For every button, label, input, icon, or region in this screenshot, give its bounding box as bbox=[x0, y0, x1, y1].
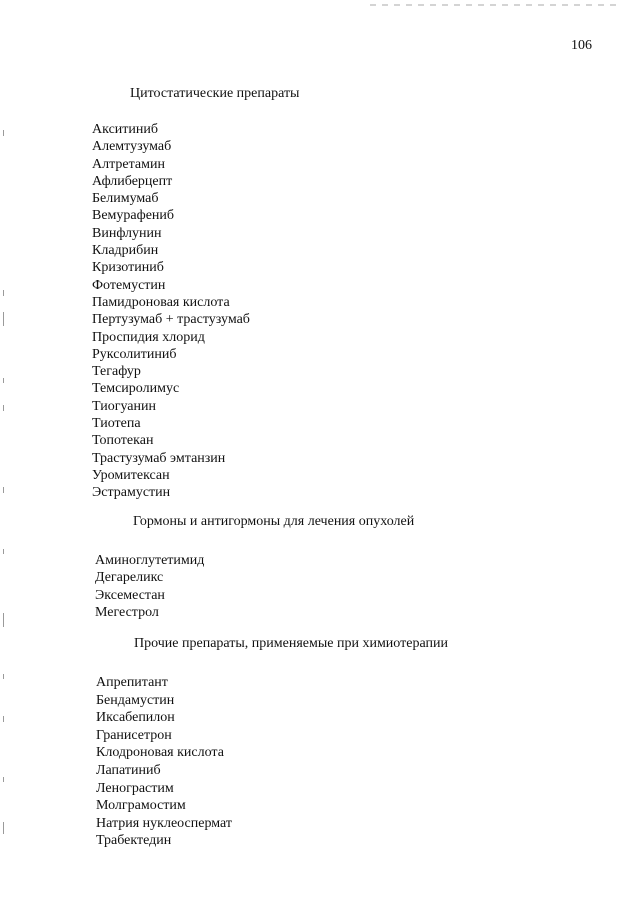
drug-list-item: Уромитексан bbox=[92, 467, 170, 483]
drug-list-item: Трабектедин bbox=[96, 833, 172, 849]
drug-list-item: Пертузумаб + трастузумаб bbox=[92, 312, 250, 328]
drug-list-item: Тиогуанин bbox=[92, 398, 156, 414]
scan-mark bbox=[3, 312, 4, 326]
scan-mark bbox=[3, 378, 4, 383]
drug-list-item: Натрия нуклеоспермат bbox=[96, 815, 232, 831]
drug-list-item: Руксолитиниб bbox=[92, 346, 177, 362]
section-title-hormones: Гормоны и антигормоны для лечения опухолей bbox=[133, 514, 415, 529]
scan-mark bbox=[3, 716, 4, 722]
scan-mark bbox=[3, 487, 4, 493]
drug-list-item: Бендамустин bbox=[96, 692, 175, 708]
scan-mark bbox=[3, 290, 4, 296]
drug-list-item: Белимумаб bbox=[92, 191, 159, 207]
drug-list-item: Памидроновая кислота bbox=[92, 294, 230, 310]
drug-list-item: Афлиберцепт bbox=[92, 173, 173, 189]
drug-list-hormones bbox=[95, 552, 204, 621]
scan-mark bbox=[3, 777, 4, 782]
drug-list-item: Дегареликс bbox=[95, 570, 164, 586]
drug-list-item: Фотемустин bbox=[92, 277, 166, 293]
drug-list-item: Тегафур bbox=[92, 364, 141, 380]
drug-list-item: Темсиролимус bbox=[92, 381, 180, 397]
scan-mark bbox=[3, 549, 4, 554]
scan-mark bbox=[3, 405, 4, 411]
section-title-cytostatics: Цитостатические препараты bbox=[130, 86, 300, 101]
drug-list-item: Молграмостим bbox=[96, 798, 186, 814]
drug-list-item: Ленограстим bbox=[96, 780, 174, 796]
page-number: 106 bbox=[571, 38, 592, 53]
scan-mark bbox=[3, 613, 4, 627]
drug-list-item: Топотекан bbox=[92, 433, 154, 449]
drug-list-cytostatics bbox=[92, 121, 250, 502]
scan-mark bbox=[3, 674, 4, 679]
drug-list-other bbox=[96, 674, 232, 850]
drug-list-item: Мегестрол bbox=[95, 604, 159, 620]
drug-list-item: Кризотиниб bbox=[92, 260, 164, 276]
drug-list-item: Винфлунин bbox=[92, 225, 162, 241]
drug-list-item: Алтретамин bbox=[92, 156, 165, 172]
scan-artifact-top bbox=[370, 4, 620, 6]
drug-list-item: Гранисетрон bbox=[96, 727, 172, 743]
drug-list-item: Тиотепа bbox=[92, 416, 141, 432]
drug-list-item: Клодроновая кислота bbox=[96, 745, 224, 761]
drug-list-item: Проспидия хлорид bbox=[92, 329, 205, 345]
drug-list-item: Алемтузумаб bbox=[92, 139, 172, 155]
drug-list-item: Трастузумаб эмтанзин bbox=[92, 450, 226, 466]
drug-list-item: Кладрибин bbox=[92, 243, 159, 259]
scan-mark bbox=[3, 822, 4, 834]
drug-list-item: Аминоглутетимид bbox=[95, 553, 205, 568]
drug-list-item: Вемурафениб bbox=[92, 208, 175, 224]
drug-list-item: Иксабепилон bbox=[96, 710, 175, 726]
drug-list-item: Эстрамустин bbox=[92, 485, 171, 501]
drug-list-item: Акситиниб bbox=[92, 122, 158, 137]
drug-list-item: Апрепитант bbox=[96, 675, 168, 690]
scan-mark bbox=[3, 130, 4, 136]
drug-list-item: Эксеместан bbox=[95, 587, 165, 603]
drug-list-item: Лапатиниб bbox=[96, 762, 161, 778]
section-title-other: Прочие препараты, применяемые при химиотерапии bbox=[134, 636, 448, 651]
